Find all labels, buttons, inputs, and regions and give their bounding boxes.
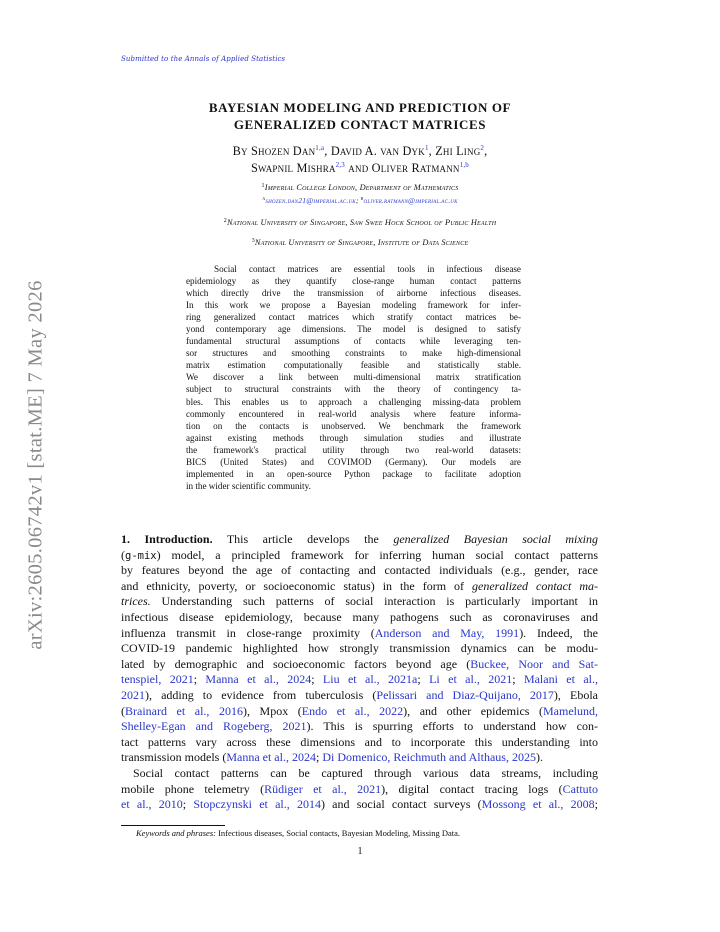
citation-link[interactable]: Li et al., 2021: [429, 672, 513, 687]
body-text: ).: [535, 750, 543, 765]
body-text: Social contact patterns can be captured through various data streams, including: [133, 765, 598, 780]
body-text: infectious disease epidemiology, because many pathogens such as coronaviruses and: [121, 609, 598, 624]
footnote-rule: [121, 825, 225, 826]
body-text: g-mix: [125, 549, 157, 562]
body-line: [121, 641, 598, 657]
affiliation-2-mark: 2: [223, 218, 227, 224]
abstract-line: We discover a link between multi-dimensional matrix stratification: [186, 372, 521, 383]
citation-link[interactable]: Malani et al.,: [523, 672, 598, 687]
abstract-line: ring generalized contact matrices which stratify contact matrices be-: [186, 312, 521, 323]
body-line: [121, 797, 598, 813]
citation-link[interactable]: Anderson and May, 1991: [374, 625, 520, 640]
body-text: ), adding to evidence from tuberculosis (: [145, 687, 377, 702]
abstract-line: epidemiology as they quantify close-range human contact patterns: [186, 276, 521, 287]
citation-link[interactable]: Cattuto: [562, 781, 598, 796]
body-text: (: [121, 547, 125, 562]
abstract-line: BICS (United States) and COVIMOD (Germany). Our models are: [186, 456, 521, 467]
author-name: Swapnil Mishra: [251, 161, 336, 175]
arxiv-stamp-text: arXiv:2605.06742v1 [stat.ME] 7 May 2026: [24, 280, 47, 650]
abstract-line: yond contemporary age dimensions. The model is designed to satisfy: [186, 324, 521, 335]
body-text: ;: [311, 672, 323, 687]
body-line: [121, 750, 598, 766]
body-text: tact patterns vary across these dimensions and to incorporate this understanding into: [121, 734, 598, 749]
body-text: (: [121, 703, 125, 718]
body-text: ), Mpox (: [243, 703, 302, 718]
body-text: and ethnicity, poverty, or socioeconomic status) in the form of: [121, 578, 473, 593]
body-line: [121, 719, 598, 735]
body-text: ), digital contact tracing logs (: [381, 781, 563, 796]
author-emails: $^a$shozen.dan21@imperial.ac.uk; $^b$oliver.ratmann@imperial.ac.uk: [262, 196, 458, 205]
abstract-line: matrix estimation computationally feasible and statistically stable.: [186, 360, 521, 371]
author-affiliation-mark[interactable]: 2,3: [335, 161, 346, 169]
citation-link[interactable]: Liu et al., 2021a: [322, 672, 418, 687]
citation-link[interactable]: Buckee, Noor and Sat-: [470, 656, 598, 671]
body-line: [121, 657, 598, 673]
author-name: David A. van Dyk: [330, 144, 425, 158]
body-line: [121, 782, 598, 798]
citation-link[interactable]: Rüdiger et al., 2021: [264, 781, 382, 796]
abstract-line: which directly drive the transmission of airborne infectious diseases.: [186, 288, 521, 299]
author-name: Oliver Ratmann: [371, 161, 460, 175]
body-text: ). Indeed, the: [519, 625, 598, 640]
abstract-line: Social contact matrices are essential tools in infectious disease: [214, 264, 521, 274]
abstract: [186, 263, 521, 492]
author-separator: ,: [428, 144, 436, 158]
keywords-footnote: [136, 828, 460, 838]
abstract-line: the framework's practical utility through two real-world datasets:: [186, 444, 521, 455]
affiliation-3-text: National University of Singapore, Institute of Data Science: [254, 238, 469, 247]
body-line: [121, 672, 598, 688]
citation-link[interactable]: 2021: [121, 687, 145, 702]
author-separator: ,: [324, 144, 331, 158]
author-affiliation-mark[interactable]: 1: [424, 144, 429, 152]
author-list-line-1: [0, 144, 720, 159]
body-text: ), and other epidemics (: [403, 703, 544, 718]
body-line: [121, 688, 598, 704]
journal-header[interactable]: Submitted to the Annals of Applied Statistics: [121, 55, 286, 63]
abstract-line: tion on the contacts is unobserved. We benchmark the framework: [186, 420, 521, 431]
citation-link[interactable]: Stopczynski et al., 2014: [193, 797, 321, 812]
body-text: ). This is spurring efforts to understand how con-: [306, 719, 598, 734]
title-line-2: GENERALIZED CONTACT MATRICES: [233, 117, 487, 132]
body-line: [121, 766, 598, 782]
body-text: lated by demographic and socioeconomic factors beyond age (: [121, 656, 471, 671]
author-name: Shozen Dan: [250, 144, 316, 158]
citation-link[interactable]: Manna et al., 2024: [205, 672, 312, 687]
body-line: [121, 579, 598, 595]
citation-link[interactable]: et al., 2010: [121, 797, 183, 812]
body-text: ;: [182, 797, 194, 812]
body-text: ;: [512, 672, 524, 687]
body-text: generalized Bayesian social mixing: [393, 532, 598, 546]
body-text: ;: [417, 672, 430, 687]
abstract-line: subject to structural constraints with the theory of contingency ta-: [186, 384, 521, 395]
citation-link[interactable]: Pelissari and Diaz-Quijano, 2017: [376, 687, 554, 702]
abstract-line: In this work we propose a Bayesian modeling framework for infer-: [186, 300, 521, 311]
body-text: ;: [594, 797, 598, 812]
author-affiliation-mark[interactable]: 1,b: [459, 161, 469, 169]
body-text: ;: [193, 672, 206, 687]
body-line: [121, 548, 598, 564]
author-separator: and: [345, 161, 372, 175]
affiliation-1: [0, 183, 720, 192]
email-a-link[interactable]: shozen.dan21@imperial.ac.uk: [265, 196, 356, 205]
body-line: [121, 532, 598, 548]
section-heading: 1. Introduction.: [121, 532, 213, 546]
body-text: mobile phone telemetry (: [121, 781, 265, 796]
body-line: [121, 704, 598, 720]
keywords-text: Infectious diseases, Social contacts, Bayesian Modeling, Missing Data.: [215, 828, 461, 838]
body-text: transmission models (: [121, 750, 227, 765]
body-line: [121, 563, 598, 579]
body-text: COVID-19 pandemic highlighted how strongly transmission dynamics can be modu-: [121, 641, 598, 656]
author-affiliation-mark[interactable]: 2: [480, 144, 485, 152]
author-name: Zhi Ling: [435, 144, 481, 158]
body-text: ) model, a principled framework for inferring human social contact patterns: [156, 547, 598, 562]
author-prefix: By: [232, 144, 251, 158]
citation-link[interactable]: tenspiel, 2021: [121, 672, 194, 687]
abstract-line: bles. This enables us to approach a challenging missing-data problem: [186, 396, 521, 407]
body-line: [121, 594, 598, 610]
arxiv-stamp: [16, 255, 56, 675]
affiliation-2-text: National University of Singapore, Saw Swee Hock School of Public Health: [226, 218, 497, 227]
page-number: 1: [357, 846, 363, 857]
citation-link[interactable]: Mossong et al., 2008: [481, 797, 595, 812]
body-text: ;: [315, 750, 323, 765]
abstract-line: implemented in an open-source Python package to facilitate adoption: [186, 468, 521, 479]
abstract-line: in the wider scientific community.: [186, 480, 311, 491]
affiliation-3-mark: 3: [251, 238, 255, 244]
citation-link[interactable]: Mamelund,: [543, 703, 598, 718]
body-text: Understanding such patterns of social interaction is particularly important in: [150, 594, 598, 609]
body-text: This article develops the: [212, 532, 394, 546]
citation-link[interactable]: Shelley-Egan and Rogeberg, 2021: [121, 719, 307, 734]
abstract-line: commonly encountered in real-world analysis where feature informa-: [186, 408, 521, 419]
body-line: [121, 610, 598, 626]
abstract-line: against existing methods through simulation studies and illustrate: [186, 432, 521, 443]
body-line: [121, 626, 598, 642]
body-text: ) and social contact surveys (: [320, 797, 482, 812]
affiliation-1-mark: 1: [261, 183, 265, 189]
body-text: trices.: [121, 594, 151, 609]
email-b-mark: b: [360, 196, 364, 202]
affiliation-1-text: Imperial College London, Department of Mathematics: [264, 183, 459, 192]
body-text: by features beyond the age of contacting and contacted individuals (e.g., gender, race: [121, 563, 598, 578]
citation-link[interactable]: Brainard et al., 2016: [125, 703, 243, 718]
introduction-section: [121, 532, 598, 813]
author-separator: ,: [484, 144, 488, 158]
body-line: [121, 735, 598, 751]
citation-link[interactable]: Endo et al., 2022: [301, 703, 404, 718]
title-line-1: BAYESIAN MODELING AND PREDICTION OF: [208, 100, 512, 115]
citation-link[interactable]: Di Domenico, Reichmuth and Althaus, 2025: [322, 750, 536, 765]
body-text: generalized contact ma-: [472, 578, 598, 593]
keywords-label: Keywords and phrases:: [136, 828, 216, 838]
abstract-line: sor structures and smoothing constraints to make high-dimensional: [186, 348, 521, 359]
affiliation-3: [0, 238, 720, 247]
author-list-line-2: [0, 161, 720, 176]
body-text: ), Ebola: [553, 687, 598, 702]
citation-link[interactable]: Manna et al., 2024: [226, 750, 316, 765]
affiliation-2: [0, 218, 720, 227]
body-text: influenza transmit in close-range proximity (: [121, 625, 375, 640]
author-affiliation-mark[interactable]: 1,a: [315, 144, 325, 152]
email-a-mark: a: [262, 196, 266, 202]
email-b-link[interactable]: oliver.ratmann@imperial.ac.uk: [363, 196, 458, 205]
abstract-line: fundamental structural assumptions of contacts while leveraging ten-: [186, 336, 521, 347]
